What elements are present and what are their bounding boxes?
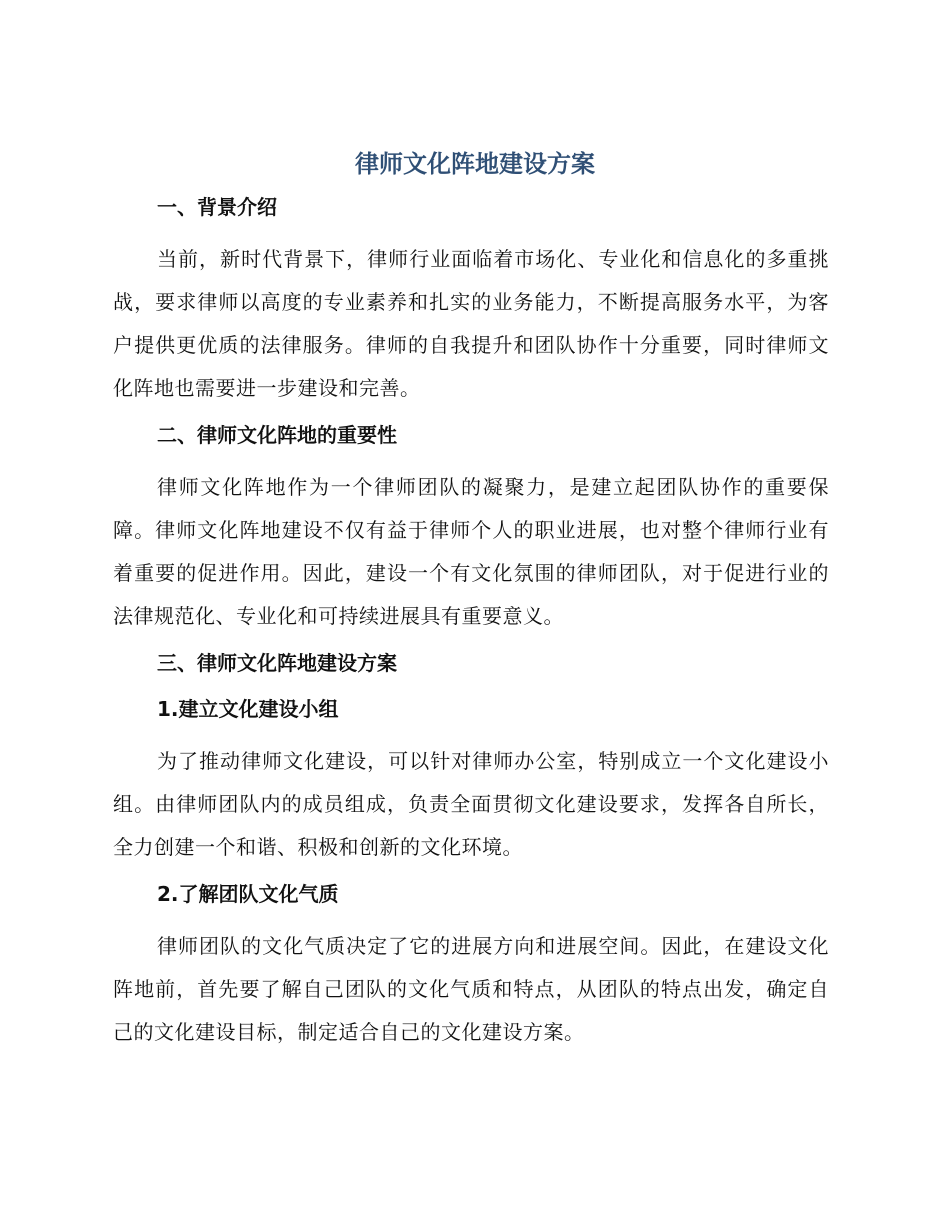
section-paragraph-background: 当前，新时代背景下，律师行业面临着市场化、专业化和信息化的多重挑战，要求律师以高度的专业素养和扎实的业务能力，不断提高服务水平，为客户提供更优质的法律服务。律师的自我提升和团队协作十分重要，同时律师文化阵地也需要进一步建设和完善。 xyxy=(113,247,829,400)
subsection-paragraph-culture-group: 为了推动律师文化建设，可以针对律师办公室，特别成立一个文化建设小组。由律师团队内的成员组成，负责全面贯彻文化建设要求，发挥各自所长，全力创建一个和谐、积极和创新的文化环境。 xyxy=(113,749,829,859)
section-heading-background: 一、背景介绍 xyxy=(157,195,277,219)
subsection-heading-culture-group: 1.建立文化建设小组 xyxy=(157,697,339,721)
section-paragraph-importance: 律师文化阵地作为一个律师团队的凝聚力，是建立起团队协作的重要保障。律师文化阵地建设不仅有益于律师个人的职业进展，也对整个律师行业有着重要的促进作用。因此，建设一个有文化氛围的律师团队，对于促进行业的法律规范化、专业化和可持续进展具有重要意义。 xyxy=(113,475,829,628)
subsection-heading-team-temperament: 2.了解团队文化气质 xyxy=(157,882,339,906)
document-body xyxy=(113,184,829,1064)
section-heading-importance: 二、律师文化阵地的重要性 xyxy=(157,423,397,447)
section-heading-plan: 三、律师文化阵地建设方案 xyxy=(157,651,397,675)
document-title: 律师文化阵地建设方案 xyxy=(355,150,595,178)
subsection-paragraph-team-temperament: 律师团队的文化气质决定了它的进展方向和进展空间。因此，在建设文化阵地前，首先要了解自己团队的文化气质和特点，从团队的特点出发，确定自己的文化建设目标，制定适合自己的文化建设方案。 xyxy=(113,934,829,1044)
